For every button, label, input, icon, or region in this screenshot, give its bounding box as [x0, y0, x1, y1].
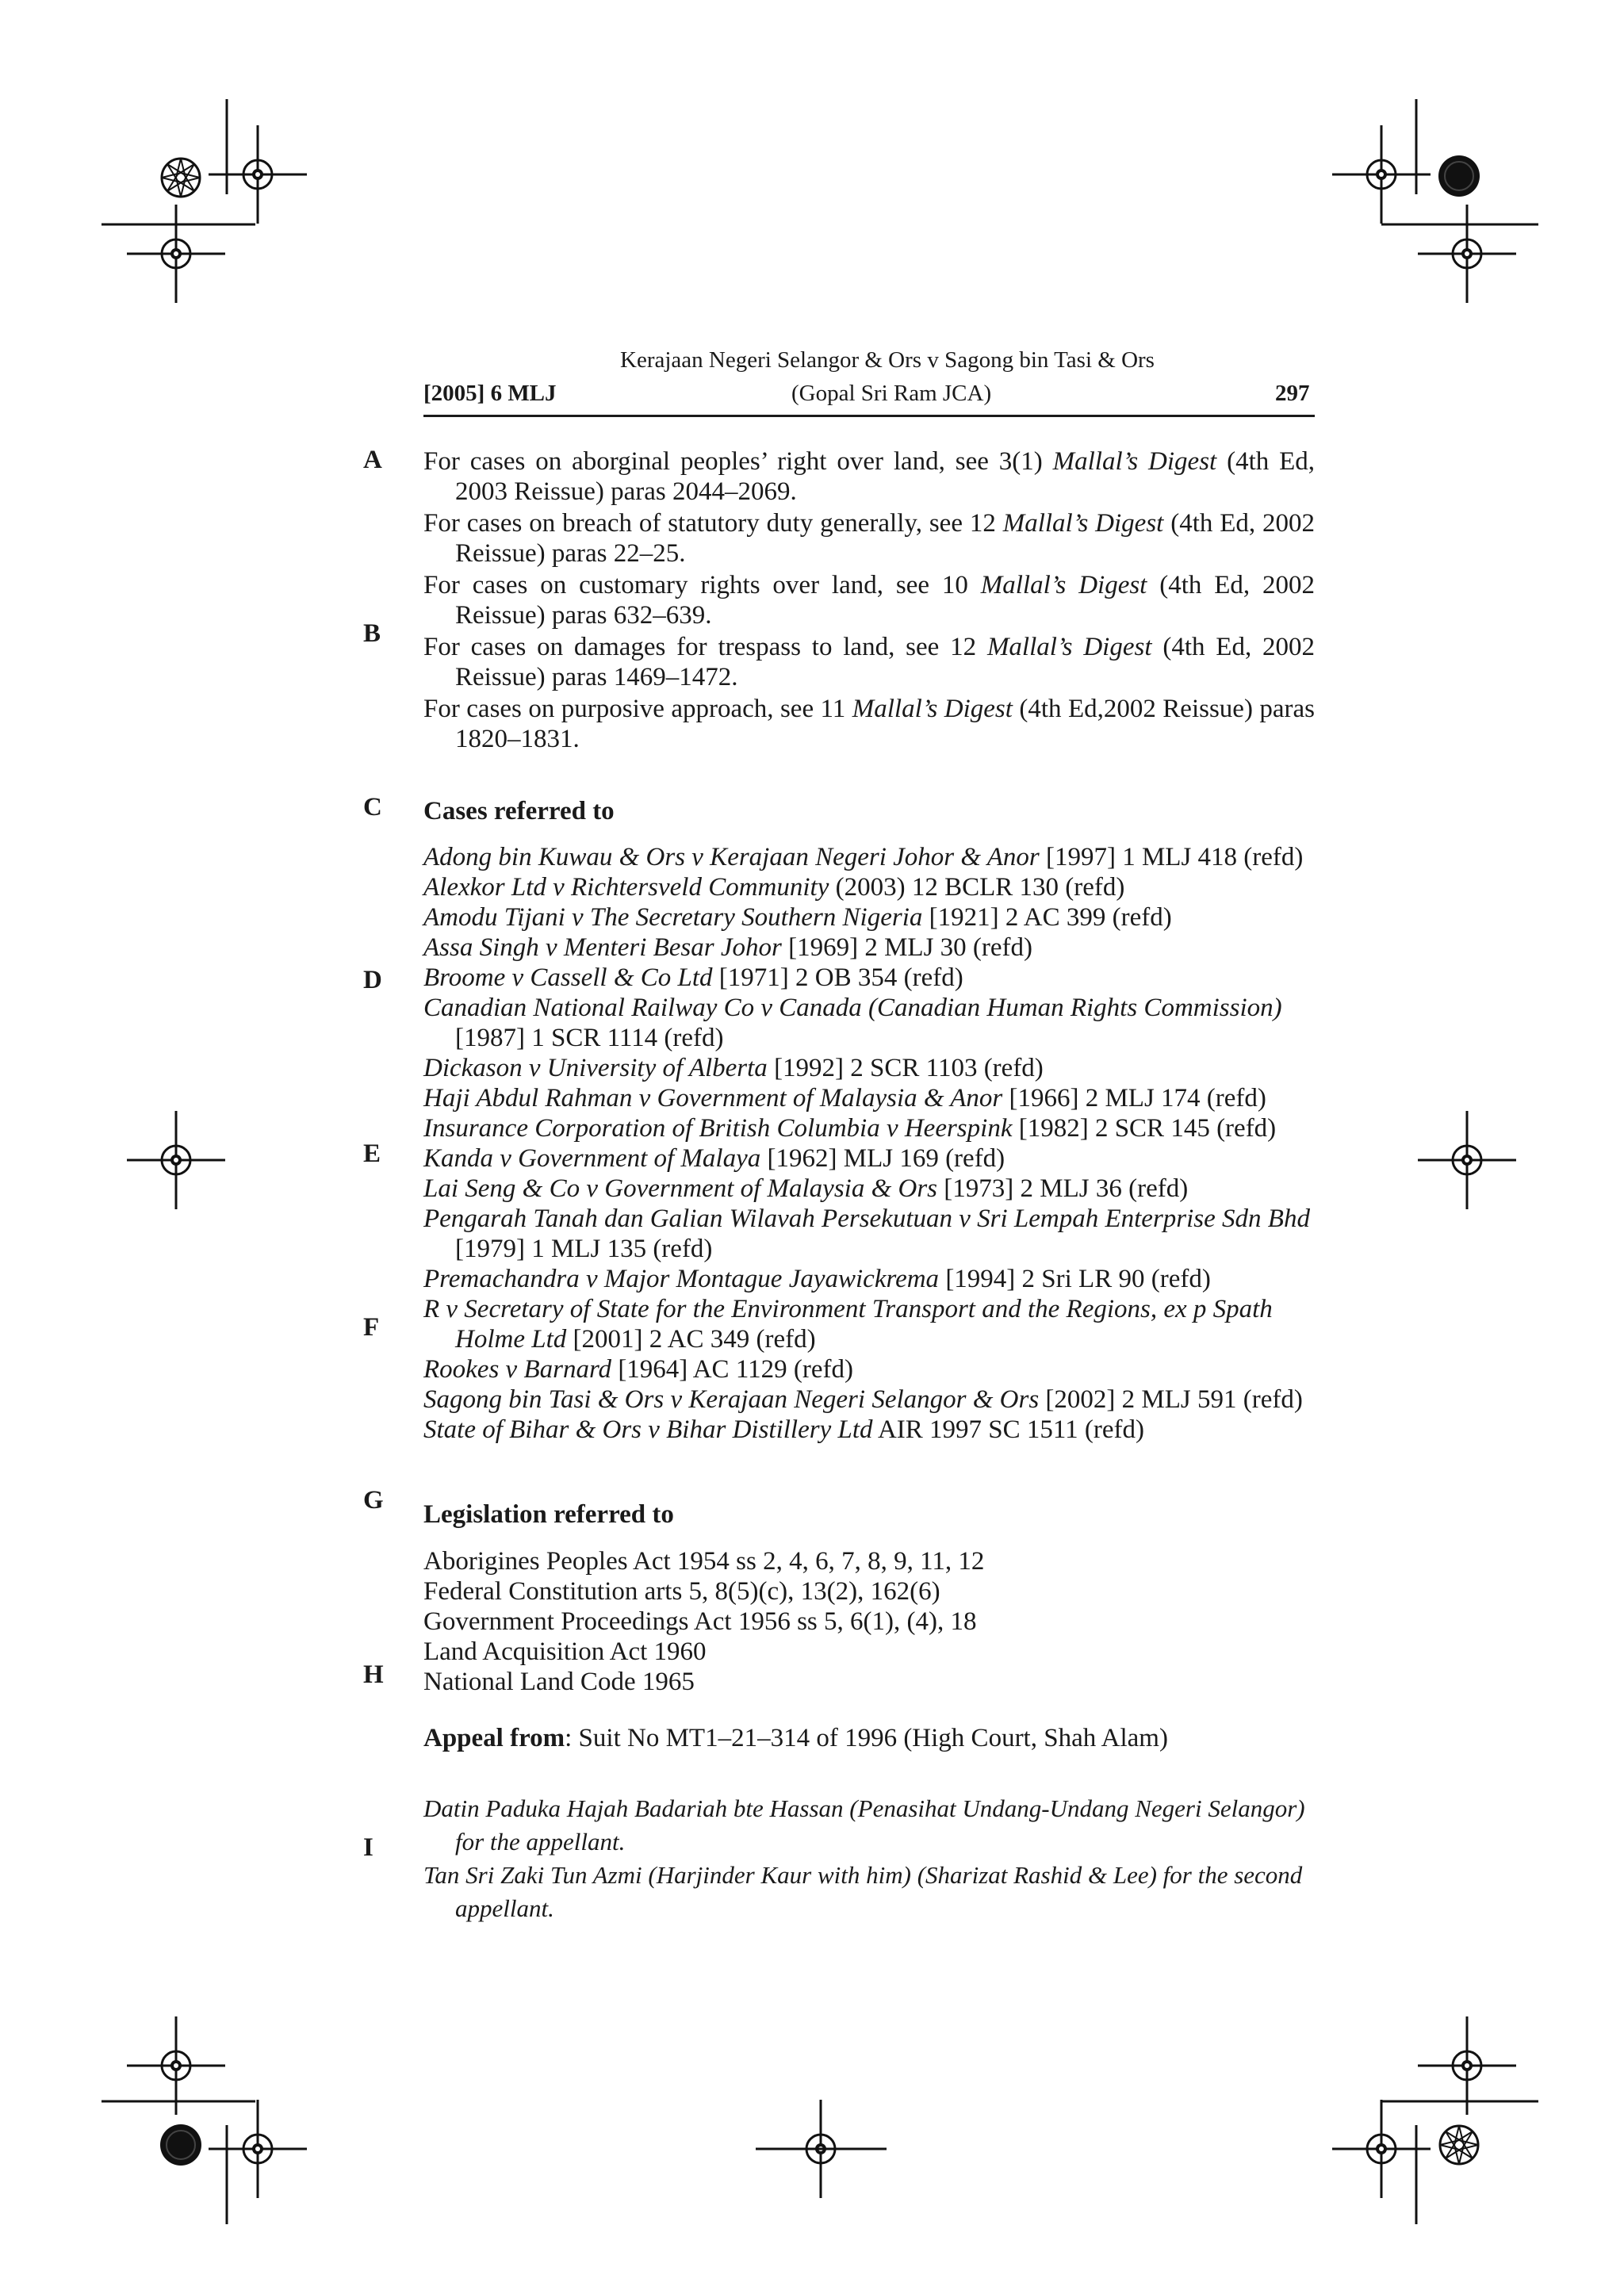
registration-crosshair-icon [127, 2016, 225, 2115]
case-citation: Adong bin Kuwau & Ors v Kerajaan Negeri Johor & Anor [1997] 1 MLJ 418 (refd) [423, 843, 1304, 871]
case-citation: Dickason v University of Alberta [1992] 2 SCR 1103 (refd) [423, 1054, 1044, 1082]
digest-ref: For cases on breach of statutory duty generally, see 12 Mallal’s Digest (4th Ed, 2002 Reissue) paras 22–25. [423, 509, 1316, 568]
registration-dot-icon [160, 2124, 201, 2166]
case-citation: Broome v Cassell & Co Ltd [1971] 2 OB 354 (refd) [423, 963, 963, 992]
cases-list [423, 842, 1315, 1445]
case-citation: Kanda v Government of Malaya [1962] MLJ 169 (refd) [423, 1144, 1005, 1173]
margin-letter: F [363, 1313, 380, 1342]
legislation-item: National Land Code 1965 [423, 1668, 695, 1696]
digest-ref: For cases on damages for trespass to land, see 12 Mallal’s Digest (4th Ed, 2002 Reissue) paras 1469–1472. [423, 633, 1316, 691]
case-citation: Haji Abdul Rahman v Government of Malaysia & Anor [1966] 2 MLJ 174 (refd) [423, 1084, 1266, 1113]
judge-name: (Gopal Sri Ram JCA) [791, 381, 992, 406]
appeal-text: : Suit No MT1–21–314 of 1996 (High Court, Shah Alam) [565, 1724, 1168, 1752]
case-citation: Pengarah Tanah dan Galian Wilavah Persekutuan v Sri Lempah Enterprise Sdn Bhd [1979] 1 MLJ 135 (refd) [423, 1204, 1310, 1263]
case-citation: R v Secretary of State for the Environment Transport and the Regions, ex p Spath Holme Ltd [2001] 2 AC 349 (refd) [423, 1295, 1273, 1354]
registration-crosshair-icon [209, 2100, 307, 2198]
case-citation: State of Bihar & Ors v Bihar Distillery Ltd AIR 1997 SC 1511 (refd) [423, 1415, 1145, 1444]
registration-crosshair-icon [209, 125, 307, 224]
registration-rosette-icon [1440, 2126, 1478, 2164]
counsel-entry: Datin Paduka Hajah Badariah bte Hassan (Penasihat Undang-Undang Negeri Selangor) for the appellant. [423, 1794, 1305, 1855]
case-citation: Canadian National Railway Co v Canada (Canadian Human Rights Commission) [1987] 1 SCR 1114 (refd) [423, 994, 1282, 1052]
report-citation: [2005] 6 MLJ [423, 381, 557, 406]
digest-ref: For cases on purposive approach, see 11 Mallal’s Digest (4th Ed,2002 Reissue) paras 1820–1831. [423, 695, 1315, 753]
case-citation: Sagong bin Tasi & Ors v Kerajaan Negeri Selangor & Ors [2002] 2 MLJ 591 (refd) [423, 1385, 1303, 1414]
registration-rosette-icon [162, 159, 200, 197]
case-citation: Premachandra v Major Montague Jayawickrema [1994] 2 Sri LR 90 (refd) [423, 1265, 1211, 1293]
appeal-label: Appeal from [423, 1724, 565, 1752]
legislation-heading: Legislation referred to [423, 1500, 674, 1529]
case-citation: Rookes v Barnard [1964] AC 1129 (refd) [423, 1355, 853, 1384]
digest-ref: For cases on customary rights over land, see 10 Mallal’s Digest (4th Ed, 2002 Reissue) paras 632–639. [423, 571, 1316, 630]
margin-letter: G [363, 1486, 384, 1515]
registration-crosshair-icon [1418, 1111, 1516, 1209]
running-head-title: Kerajaan Negeri Selangor & Ors v Sagong bin Tasi & Ors [620, 347, 1155, 373]
case-citation: Amodu Tijani v The Secretary Southern Nigeria [1921] 2 AC 399 (refd) [423, 903, 1172, 932]
registration-crosshair-icon [127, 1111, 225, 1209]
header-rule [423, 415, 1315, 417]
margin-letter: B [363, 619, 381, 648]
registration-dot-icon [1438, 155, 1480, 197]
counsel-entry: Tan Sri Zaki Tun Azmi (Harjinder Kaur with him) (Sharizat Rashid & Lee) for the second appellant. [423, 1861, 1303, 1922]
registration-crosshair-icon [1418, 205, 1516, 303]
margin-letter: H [363, 1660, 384, 1689]
case-citation: Lai Seng & Co v Government of Malaysia & Ors [1973] 2 MLJ 36 (refd) [423, 1174, 1189, 1203]
case-citation: Assa Singh v Menteri Besar Johor [1969] 2 MLJ 30 (refd) [423, 933, 1033, 962]
margin-letter: A [363, 446, 382, 474]
case-citation: Alexkor Ltd v Richtersveld Community (2003) 12 BCLR 130 (refd) [423, 873, 1125, 902]
case-citation: Insurance Corporation of British Columbia v Heerspink [1982] 2 SCR 145 (refd) [423, 1114, 1277, 1143]
margin-letter: I [363, 1833, 373, 1862]
digest-ref: For cases on aborginal peoples’ right over land, see 3(1) Mallal’s Digest (4th Ed, 2003 Reissue) paras 2044–2069. [423, 447, 1316, 506]
appeal-from [423, 1723, 1315, 1753]
counsel-list [423, 1792, 1315, 1925]
legislation-item: Federal Constitution arts 5, 8(5)(c), 13(2), 162(6) [423, 1577, 940, 1606]
legislation-list [423, 1546, 1315, 1697]
legislation-item: Government Proceedings Act 1956 ss 5, 6(1), (4), 18 [423, 1607, 977, 1636]
legislation-item: Land Acquisition Act 1960 [423, 1637, 707, 1666]
registration-crosshair-icon [1418, 2016, 1516, 2115]
cases-heading: Cases referred to [423, 797, 615, 825]
page-number: 297 [1275, 381, 1310, 406]
registration-crosshair-icon [127, 205, 225, 303]
margin-letter: D [363, 966, 382, 994]
margin-letter: E [363, 1139, 381, 1168]
digest-references [423, 446, 1315, 756]
margin-letter: C [363, 793, 382, 821]
legislation-item: Aborigines Peoples Act 1954 ss 2, 4, 6, 7, 8, 9, 11, 12 [423, 1547, 985, 1576]
